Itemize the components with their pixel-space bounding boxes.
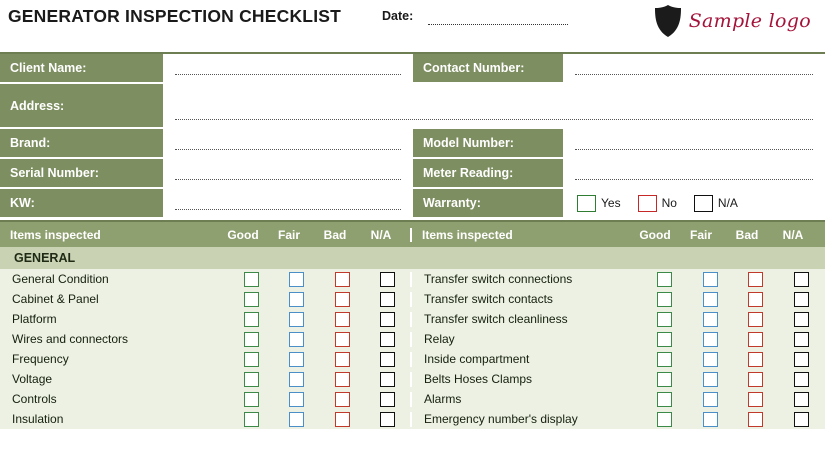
warranty-option-no[interactable] <box>638 195 677 212</box>
na-checkbox[interactable] <box>794 352 809 367</box>
checkbox-na-cell[interactable] <box>778 312 824 327</box>
row-left <box>0 412 412 427</box>
good-checkbox[interactable] <box>657 332 672 347</box>
client-name-label: Client Name: <box>0 54 165 84</box>
checkbox-bad-cell[interactable] <box>733 272 779 287</box>
kw-line <box>175 209 401 210</box>
section-header-general <box>0 247 825 269</box>
checkbox-na-cell[interactable] <box>778 332 824 347</box>
checkbox-na-cell[interactable] <box>365 412 410 427</box>
meter-reading-field[interactable] <box>565 159 825 189</box>
warranty-na-checkbox[interactable] <box>694 195 713 212</box>
good-checkbox[interactable] <box>244 292 259 307</box>
logo-text: Sample logo <box>688 10 811 32</box>
checkbox-fair-cell[interactable] <box>274 412 319 427</box>
checkbox-fair-cell[interactable] <box>687 392 733 407</box>
bad-checkbox[interactable] <box>335 372 350 387</box>
row-right <box>412 312 824 327</box>
checkbox-fair-cell[interactable] <box>687 272 733 287</box>
checkbox-bad-cell[interactable] <box>733 392 779 407</box>
fair-checkbox[interactable] <box>289 412 304 427</box>
brand-line <box>175 149 401 150</box>
model-number-label: Model Number: <box>413 129 565 159</box>
good-checkbox[interactable] <box>244 372 259 387</box>
checklist-header-left <box>0 228 412 242</box>
checkbox-bad-cell[interactable] <box>733 292 779 307</box>
row-right <box>412 352 824 367</box>
bad-checkbox[interactable] <box>335 332 350 347</box>
checkbox-bad-cell[interactable] <box>319 332 364 347</box>
checkbox-bad-cell[interactable] <box>733 352 779 367</box>
row-right <box>412 392 824 407</box>
row-left <box>0 272 412 287</box>
column-header-good-right: Good <box>639 227 671 242</box>
checkbox-fair-cell[interactable] <box>687 332 733 347</box>
item-label: Inside compartment <box>424 351 530 366</box>
item-label: Insulation <box>12 411 64 426</box>
checkbox-na-cell[interactable] <box>365 292 410 307</box>
checkbox-fair-cell[interactable] <box>687 292 733 307</box>
checkbox-na-cell[interactable] <box>365 352 410 367</box>
column-header-good-left: Good <box>227 227 259 242</box>
bad-checkbox[interactable] <box>335 272 350 287</box>
column-header-items-left: Items inspected <box>10 227 101 242</box>
column-header-fair-right: Fair <box>689 227 712 242</box>
meter-reading-line <box>575 179 813 180</box>
checkbox-good-cell[interactable] <box>642 312 688 327</box>
fair-checkbox[interactable] <box>703 352 718 367</box>
item-label: Cabinet & Panel <box>12 291 99 306</box>
client-name-field[interactable] <box>165 54 413 84</box>
na-checkbox[interactable] <box>380 412 395 427</box>
info-row-address <box>0 84 825 129</box>
warranty-options <box>565 189 825 219</box>
warranty-option-na[interactable] <box>694 195 738 212</box>
warranty-no-checkbox[interactable] <box>638 195 657 212</box>
checkbox-fair-cell[interactable] <box>274 312 319 327</box>
na-checkbox[interactable] <box>380 352 395 367</box>
client-name-line <box>175 74 401 75</box>
checkbox-na-cell[interactable] <box>365 312 410 327</box>
checklist-header-row <box>0 222 825 247</box>
date-input[interactable] <box>428 24 568 25</box>
warranty-yes-checkbox[interactable] <box>577 195 596 212</box>
item-label: Wires and connectors <box>12 331 129 346</box>
checkbox-bad-cell[interactable] <box>319 372 364 387</box>
bad-checkbox[interactable] <box>335 312 350 327</box>
bad-checkbox[interactable] <box>748 312 763 327</box>
bad-checkbox[interactable] <box>335 392 350 407</box>
bad-checkbox[interactable] <box>748 332 763 347</box>
checkbox-fair-cell[interactable] <box>687 372 733 387</box>
na-checkbox[interactable] <box>380 272 395 287</box>
column-header-na-right: N/A <box>782 227 804 242</box>
info-row-client <box>0 54 825 84</box>
row-left <box>0 392 412 407</box>
checklist-rows <box>0 269 825 429</box>
table-row <box>0 309 825 329</box>
fair-checkbox[interactable] <box>703 312 718 327</box>
bad-checkbox[interactable] <box>748 372 763 387</box>
bad-checkbox[interactable] <box>335 292 350 307</box>
na-checkbox[interactable] <box>380 372 395 387</box>
checkbox-fair-cell[interactable] <box>274 292 319 307</box>
good-checkbox[interactable] <box>657 312 672 327</box>
checkbox-na-cell[interactable] <box>365 372 410 387</box>
checkbox-fair-cell[interactable] <box>687 412 733 427</box>
item-label: Emergency number's display <box>424 411 578 426</box>
serial-number-line <box>175 179 401 180</box>
checkbox-good-cell[interactable] <box>229 292 274 307</box>
na-checkbox[interactable] <box>794 312 809 327</box>
good-checkbox[interactable] <box>244 392 259 407</box>
checkbox-fair-cell[interactable] <box>274 332 319 347</box>
row-left <box>0 372 412 387</box>
serial-number-field[interactable] <box>165 159 413 189</box>
table-row <box>0 289 825 309</box>
na-checkbox[interactable] <box>794 332 809 347</box>
checkbox-good-cell[interactable] <box>229 392 274 407</box>
good-checkbox[interactable] <box>657 352 672 367</box>
item-label: Transfer switch connections <box>424 271 573 286</box>
bad-checkbox[interactable] <box>335 412 350 427</box>
checkbox-bad-cell[interactable] <box>319 292 364 307</box>
checkbox-good-cell[interactable] <box>642 352 688 367</box>
warranty-label: Warranty: <box>413 189 565 219</box>
bad-checkbox[interactable] <box>748 352 763 367</box>
checkbox-good-cell[interactable] <box>642 412 688 427</box>
table-row <box>0 389 825 409</box>
na-checkbox[interactable] <box>380 332 395 347</box>
fair-checkbox[interactable] <box>289 392 304 407</box>
model-number-field[interactable] <box>565 129 825 159</box>
checkbox-fair-cell[interactable] <box>274 352 319 367</box>
column-header-na-left: N/A <box>370 227 392 242</box>
good-checkbox[interactable] <box>244 272 259 287</box>
meter-reading-label: Meter Reading: <box>413 159 565 189</box>
checkbox-na-cell[interactable] <box>365 392 410 407</box>
table-row <box>0 329 825 349</box>
table-row <box>0 409 825 429</box>
shield-icon <box>653 4 683 38</box>
item-label: Voltage <box>12 371 53 386</box>
item-label: Transfer switch contacts <box>424 291 553 306</box>
row-right <box>412 412 824 427</box>
checklist-section <box>0 220 825 429</box>
checkbox-bad-cell[interactable] <box>733 332 779 347</box>
row-right <box>412 272 824 287</box>
column-header-items-right: Items inspected <box>422 227 513 242</box>
brand-field[interactable] <box>165 129 413 159</box>
fair-checkbox[interactable] <box>289 312 304 327</box>
item-label: Belts Hoses Clamps <box>424 371 533 386</box>
fair-checkbox[interactable] <box>289 332 304 347</box>
warranty-yes-label: Yes <box>601 196 621 210</box>
model-number-line <box>575 149 813 150</box>
row-right <box>412 292 824 307</box>
warranty-option-yes[interactable] <box>577 195 621 212</box>
fair-checkbox[interactable] <box>289 272 304 287</box>
good-checkbox[interactable] <box>244 352 259 367</box>
checkbox-fair-cell[interactable] <box>274 372 319 387</box>
section-header-label: GENERAL <box>14 251 76 265</box>
checkbox-bad-cell[interactable] <box>319 392 364 407</box>
fair-checkbox[interactable] <box>703 292 718 307</box>
info-row-brand <box>0 129 825 159</box>
checkbox-bad-cell[interactable] <box>319 352 364 367</box>
contact-number-label: Contact Number: <box>413 54 565 84</box>
checkbox-bad-cell[interactable] <box>319 412 364 427</box>
na-checkbox[interactable] <box>380 292 395 307</box>
checkbox-bad-cell[interactable] <box>733 412 779 427</box>
page-title: GENERATOR INSPECTION CHECKLIST <box>8 6 342 26</box>
fair-checkbox[interactable] <box>703 332 718 347</box>
checkbox-na-cell[interactable] <box>365 272 410 287</box>
checkbox-bad-cell[interactable] <box>733 372 779 387</box>
checkbox-na-cell[interactable] <box>778 412 824 427</box>
checkbox-na-cell[interactable] <box>778 292 824 307</box>
checkbox-good-cell[interactable] <box>229 332 274 347</box>
checkbox-fair-cell[interactable] <box>274 272 319 287</box>
item-label: Controls <box>12 391 57 406</box>
checkbox-na-cell[interactable] <box>778 372 824 387</box>
kw-field[interactable] <box>165 189 413 219</box>
checkbox-na-cell[interactable] <box>778 392 824 407</box>
na-checkbox[interactable] <box>380 392 395 407</box>
info-section <box>0 52 825 220</box>
contact-number-field[interactable] <box>565 54 825 84</box>
fair-checkbox[interactable] <box>289 372 304 387</box>
address-line <box>175 119 813 120</box>
fair-checkbox[interactable] <box>703 392 718 407</box>
kw-label: KW: <box>0 189 165 219</box>
column-header-fair-left: Fair <box>277 227 300 242</box>
fair-checkbox[interactable] <box>703 372 718 387</box>
checkbox-good-cell[interactable] <box>642 332 688 347</box>
row-right <box>412 332 824 347</box>
checkbox-na-cell[interactable] <box>365 332 410 347</box>
column-header-bad-left: Bad <box>323 227 347 242</box>
row-left <box>0 292 412 307</box>
fair-checkbox[interactable] <box>289 352 304 367</box>
brand-label: Brand: <box>0 129 165 159</box>
checkbox-na-cell[interactable] <box>778 352 824 367</box>
table-row <box>0 269 825 289</box>
table-row <box>0 349 825 369</box>
table-row <box>0 369 825 389</box>
checkbox-fair-cell[interactable] <box>274 392 319 407</box>
checkbox-na-cell[interactable] <box>778 272 824 287</box>
contact-number-line <box>575 74 813 75</box>
item-label: Frequency <box>12 351 69 366</box>
item-label: Alarms <box>424 391 462 406</box>
row-left <box>0 352 412 367</box>
checkbox-bad-cell[interactable] <box>319 272 364 287</box>
logo <box>653 4 811 38</box>
na-checkbox[interactable] <box>380 312 395 327</box>
row-left <box>0 332 412 347</box>
checkbox-fair-cell[interactable] <box>687 312 733 327</box>
na-checkbox[interactable] <box>794 272 809 287</box>
column-header-bad-right: Bad <box>735 227 759 242</box>
warranty-na-label: N/A <box>717 196 738 210</box>
na-checkbox[interactable] <box>794 292 809 307</box>
checklist-header-right <box>412 228 824 242</box>
good-checkbox[interactable] <box>244 312 259 327</box>
na-checkbox[interactable] <box>794 412 809 427</box>
na-checkbox[interactable] <box>794 372 809 387</box>
address-label: Address: <box>0 84 165 129</box>
good-checkbox[interactable] <box>657 272 672 287</box>
good-checkbox[interactable] <box>657 392 672 407</box>
checkbox-good-cell[interactable] <box>229 412 274 427</box>
date-label: Date: <box>382 9 414 23</box>
checkbox-fair-cell[interactable] <box>687 352 733 367</box>
serial-number-label: Serial Number: <box>0 159 165 189</box>
fair-checkbox[interactable] <box>289 292 304 307</box>
bad-checkbox[interactable] <box>748 392 763 407</box>
address-field[interactable] <box>165 84 825 129</box>
fair-checkbox[interactable] <box>703 412 718 427</box>
info-row-serial <box>0 159 825 189</box>
checkbox-good-cell[interactable] <box>642 272 688 287</box>
good-checkbox[interactable] <box>244 412 259 427</box>
checkbox-good-cell[interactable] <box>642 292 688 307</box>
row-right <box>412 372 824 387</box>
good-checkbox[interactable] <box>244 332 259 347</box>
checkbox-bad-cell[interactable] <box>319 312 364 327</box>
item-label: Relay <box>424 331 455 346</box>
na-checkbox[interactable] <box>794 392 809 407</box>
row-left <box>0 312 412 327</box>
checkbox-good-cell[interactable] <box>642 372 688 387</box>
checkbox-good-cell[interactable] <box>229 372 274 387</box>
item-label: General Condition <box>12 271 109 286</box>
warranty-no-label: No <box>661 196 677 210</box>
good-checkbox[interactable] <box>657 412 672 427</box>
item-label: Transfer switch cleanliness <box>424 311 568 326</box>
bad-checkbox[interactable] <box>748 292 763 307</box>
checkbox-good-cell[interactable] <box>229 272 274 287</box>
item-label: Platform <box>12 311 57 326</box>
bad-checkbox[interactable] <box>335 352 350 367</box>
checkbox-bad-cell[interactable] <box>733 312 779 327</box>
fair-checkbox[interactable] <box>703 272 718 287</box>
good-checkbox[interactable] <box>657 292 672 307</box>
document-header <box>0 0 825 52</box>
bad-checkbox[interactable] <box>748 412 763 427</box>
good-checkbox[interactable] <box>657 372 672 387</box>
checkbox-good-cell[interactable] <box>229 312 274 327</box>
bad-checkbox[interactable] <box>748 272 763 287</box>
checkbox-good-cell[interactable] <box>642 392 688 407</box>
info-row-kw <box>0 189 825 219</box>
checkbox-good-cell[interactable] <box>229 352 274 367</box>
